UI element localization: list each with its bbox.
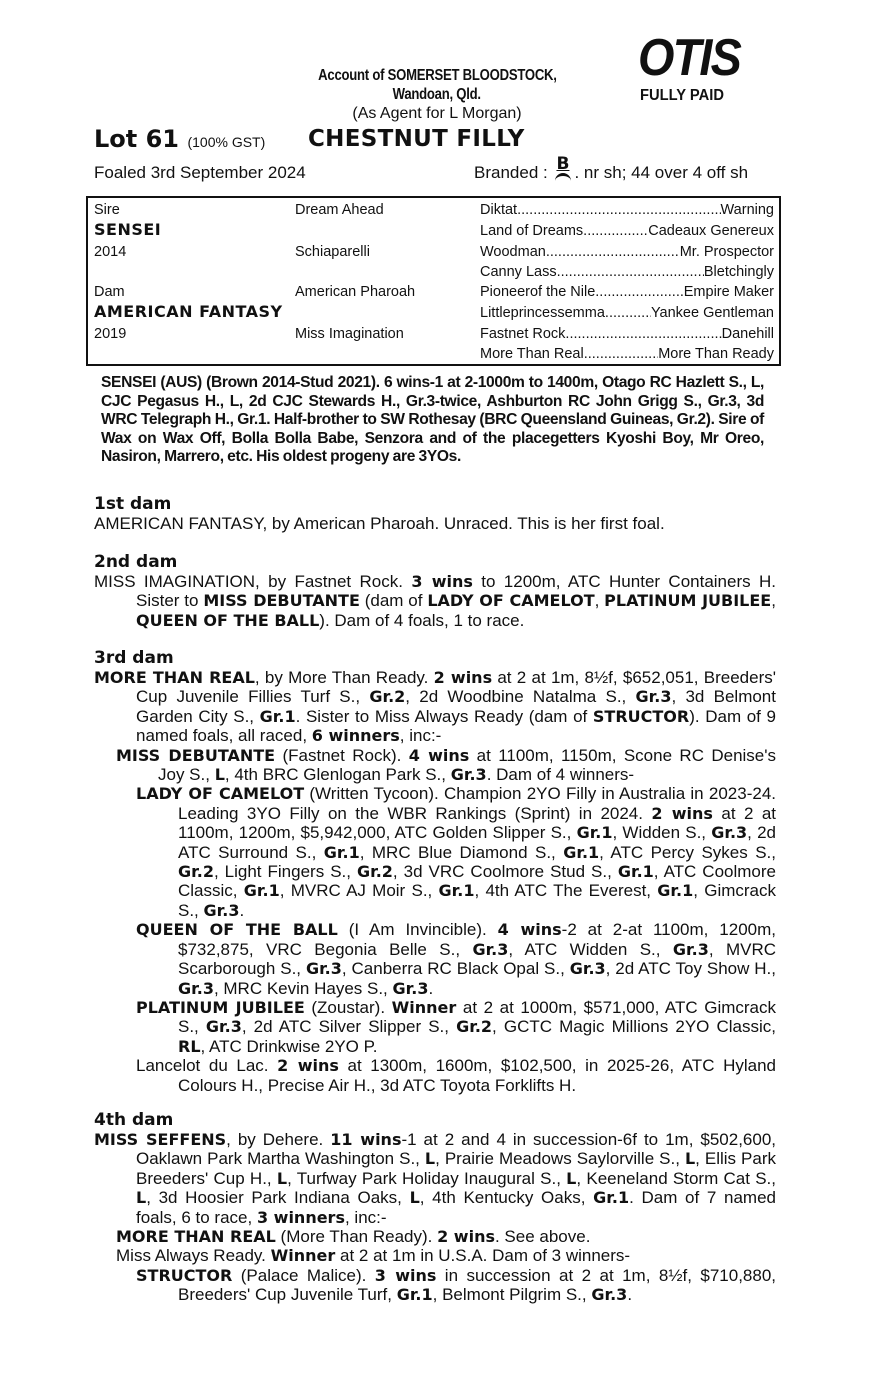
text-run: . xyxy=(428,978,434,998)
text-run: , 2d ATC Surround S., xyxy=(178,823,776,862)
foaled-date: Foaled 3rd September 2024 xyxy=(94,163,306,182)
text-run: (Zoustar). xyxy=(304,997,392,1017)
text-run: , Light Fingers S., xyxy=(213,862,357,882)
bold-highlight: LADY OF CAMELOT xyxy=(136,784,305,804)
bold-highlight: L xyxy=(684,1149,696,1169)
text-run: ). Dam of 4 foals, 1 to race. xyxy=(319,610,525,630)
text-run: . xyxy=(627,1285,633,1305)
bold-highlight: Gr.2 xyxy=(178,862,214,882)
text-run: ). Dam of 9 named foals, all raced, xyxy=(136,706,776,746)
text-run: to 1200m, ATC Hunter Containers H. Sister to xyxy=(136,572,776,611)
sire-sire: Dream Ahead xyxy=(295,202,384,218)
text-run: (Fastnet Rock). xyxy=(275,745,409,765)
family-entry xyxy=(94,1246,776,1265)
text-run: at 2 at 1m in U.S.A. Dam of 3 winners- xyxy=(335,1246,631,1266)
bold-highlight: MORE THAN REAL xyxy=(94,668,255,687)
text-run: , ATC Widden S., xyxy=(508,939,673,959)
bold-highlight: Gr.1 xyxy=(259,706,296,726)
text-run: , inc:- xyxy=(344,1207,387,1227)
text-run: , Ellis Park Breeders' Cup H., xyxy=(136,1149,776,1188)
text-run: . xyxy=(239,900,245,920)
text-run: at 2 at 1000m, $571,000, ATC Gimcrack S., xyxy=(178,997,777,1037)
text-run: (dam of xyxy=(359,591,428,611)
bold-highlight: Gr.3 xyxy=(203,900,240,920)
bold-highlight: Gr.3 xyxy=(635,687,672,707)
brand-mark-icon xyxy=(553,154,573,183)
text-run: (More Than Ready). xyxy=(275,1227,438,1247)
bold-highlight: Gr.1 xyxy=(438,881,475,901)
lot-number xyxy=(94,124,265,154)
bold-highlight: Gr.1 xyxy=(243,881,280,901)
bold-highlight: Gr.3 xyxy=(591,1285,628,1305)
lot-label: Lot 61 xyxy=(94,125,180,153)
sire-year: 2014 xyxy=(94,244,127,260)
third-dam-section xyxy=(94,649,776,1095)
first-dam-text: AMERICAN FANTASY, by American Pharoah. Unraced. This is her first foal. xyxy=(94,514,665,533)
bold-highlight: Gr.2 xyxy=(456,1017,493,1037)
fourth-dam-section xyxy=(94,1111,776,1305)
dam-label: Dam xyxy=(94,284,125,300)
text-run: at 1300m, 1600m, $102,500, in 2025-26, ATC Hyland Colours H., Precise Air H., 3d ATC Toyota Forklifts H. xyxy=(178,1056,776,1095)
bold-highlight: 6 winners xyxy=(311,726,400,746)
bold-highlight: 4 wins xyxy=(408,745,470,765)
sire-name: SENSEI xyxy=(94,220,162,239)
text-run: , xyxy=(594,591,605,611)
text-run: , Canberra RC Black Opal S., xyxy=(341,959,570,979)
family-entry xyxy=(94,998,776,1056)
vendor-agent: (As Agent for L Morgan) xyxy=(352,105,522,122)
text-run: , 4th BRC Glenlogan Park S., xyxy=(224,765,451,785)
bold-highlight: 3 wins xyxy=(374,1265,437,1285)
bold-highlight: Gr.3 xyxy=(450,765,487,785)
first-dam-section xyxy=(94,495,776,533)
grandparent-row: Pioneerof the Nile ..... Empire Maker xyxy=(480,282,774,302)
dam-year: 2019 xyxy=(94,326,127,342)
bold-highlight: 3 winners xyxy=(256,1207,345,1227)
text-run: in succession at 2 at 1m, 8½f, $710,880, Breeders' Cup Juvenile Turf, xyxy=(178,1265,776,1305)
text-run: , Gimcrack S., xyxy=(178,881,776,920)
bold-highlight: PLATINUM JUBILEE xyxy=(604,591,772,611)
fully-paid-label: FULLY PAID xyxy=(640,87,724,104)
bold-highlight: 2 wins xyxy=(651,803,713,823)
text-run: , ATC Drinkwise 2YO P. xyxy=(200,1036,378,1056)
text-run: , MVRC Scarborough S., xyxy=(178,939,777,979)
sire-summary: SENSEI (AUS) (Brown 2014-Stud 2021). 6 wins-1 at 2-1000m to 1400m, Otago RC Hazlett S., L, CJC Pegasus H., L, 2d CJC Stewards H., Gr.3-twice, Ashburton RC John Grigg S., Gr.3, 3d WRC Telegraph H., Gr.1. Half-brother to SW Rothesay (BRC Queensland Guineas, Gr.2). Sire of Wax on Wax Off, Bolla Bolla Babe, Senzora and of the placegetters Kyoshi Boy, Mr Oreo, Nasiron, Marrero, etc. His oldest progeny are 3YOs. xyxy=(101,374,764,465)
dam-dam: Miss Imagination xyxy=(295,326,404,342)
family-entry xyxy=(94,1266,776,1305)
text-run: , by More Than Ready. xyxy=(254,668,434,687)
text-run: , 2d ATC Toy Show H., xyxy=(605,959,776,979)
text-run: , 3d VRC Coolmore Stud S., xyxy=(392,862,618,882)
bold-highlight: 3 wins xyxy=(411,572,473,591)
section-heading: 1st dam xyxy=(94,494,172,514)
family-entry xyxy=(94,1056,776,1095)
text-run: at 2 at 1m, 8½f, $652,051, Breeders' Cup Juvenile Fillies Turf S., xyxy=(136,668,776,707)
text-run: , 3d Hoosier Park Indiana Oaks, xyxy=(146,1188,410,1208)
text-run: , Widden S., xyxy=(612,823,712,843)
text-run: , MRC Kevin Hayes S., xyxy=(213,978,393,998)
dam-name: AMERICAN FANTASY xyxy=(94,302,283,321)
bold-highlight: Gr.1 xyxy=(593,1188,630,1208)
text-run: , MRC Blue Diamond S., xyxy=(359,842,564,862)
bold-highlight: MISS SEFFENS xyxy=(94,1130,227,1149)
bold-highlight: MISS DEBUTANTE xyxy=(203,591,360,611)
vendor-account xyxy=(250,66,624,104)
otis-logo-icon: OTIS xyxy=(638,29,741,87)
text-run: , by Dehere. xyxy=(226,1130,331,1149)
bold-highlight: Gr.3 xyxy=(472,939,509,959)
text-run: . Dam of 7 named foals, 6 to race, xyxy=(136,1188,776,1227)
text-run: MISS IMAGINATION, by Fastnet Rock. xyxy=(94,572,412,591)
text-run: , xyxy=(771,591,776,611)
bold-highlight: Gr.1 xyxy=(576,823,613,843)
section-heading: 4th dam xyxy=(94,1110,174,1130)
bold-highlight: L xyxy=(214,765,225,785)
bold-highlight: Gr.1 xyxy=(657,881,694,901)
text-run: . Dam of 4 winners- xyxy=(486,765,635,785)
bold-highlight: Gr.1 xyxy=(323,842,360,862)
bold-highlight: MORE THAN REAL xyxy=(116,1227,276,1247)
branded-label: Branded : xyxy=(474,163,548,182)
vendor-account-line2: Wandoan, Qld. xyxy=(392,86,482,103)
bold-highlight: STRUCTOR xyxy=(592,706,690,726)
bold-highlight: STRUCTOR xyxy=(136,1265,233,1285)
text-run: -2 at 2-at 1100m, 1200m, $732,875, VRC Begonia Belle S., xyxy=(178,920,776,959)
bold-highlight: PLATINUM JUBILEE xyxy=(136,997,305,1017)
family-entry xyxy=(94,668,776,746)
bold-highlight: Winner xyxy=(270,1246,336,1266)
bold-highlight: LADY OF CAMELOT xyxy=(427,591,595,611)
text-run: , inc:- xyxy=(399,726,442,746)
text-run: , Prairie Meadows Saylorville S., xyxy=(435,1149,685,1169)
bold-highlight: Gr.3 xyxy=(711,823,748,843)
text-run: (I Am Invincible). xyxy=(337,920,498,940)
third-dam-entries xyxy=(94,668,776,1095)
text-run: , 2d ATC Silver Slipper S., xyxy=(241,1017,457,1037)
bold-highlight: 2 wins xyxy=(433,668,493,687)
bold-highlight: L xyxy=(424,1149,436,1169)
bold-highlight: 11 wins xyxy=(330,1130,402,1149)
branded-details: . nr sh; 44 over 4 off sh xyxy=(574,163,749,182)
bold-highlight: Gr.3 xyxy=(392,978,429,998)
text-run: , MVRC AJ Moir S., xyxy=(279,881,439,901)
text-run: , Belmont Pilgrim S., xyxy=(432,1285,592,1305)
family-entry xyxy=(94,784,776,920)
vendor-account-line1: Account of SOMERSET BLOODSTOCK, xyxy=(317,67,557,84)
grandparent-row: Land of Dreams ..... Cadeaux Genereux xyxy=(480,221,774,241)
brand-arc-icon xyxy=(555,173,571,184)
bold-highlight: Gr.1 xyxy=(617,862,654,882)
bold-highlight: QUEEN OF THE BALL xyxy=(136,610,320,630)
section-heading: 2nd dam xyxy=(94,552,178,572)
text-run: at 2 at 1100m, 1200m, $5,942,000, ATC Golden Slipper S., xyxy=(178,803,777,843)
text-run: , 2d Woodbine Natalma S., xyxy=(405,687,636,707)
bold-highlight: 2 wins xyxy=(437,1227,495,1247)
section-heading: 3rd dam xyxy=(94,648,174,668)
text-run: , Keeneland Storm Cat S., xyxy=(576,1168,776,1188)
text-run: . Sister to Miss Always Ready (dam of xyxy=(295,706,593,726)
text-run: (Palace Malice). xyxy=(232,1265,375,1285)
text-run: , 3d Belmont Garden City S., xyxy=(136,687,776,726)
bold-highlight: Gr.3 xyxy=(205,1017,242,1037)
bold-highlight: Gr.2 xyxy=(356,862,393,882)
bold-highlight: Gr.3 xyxy=(178,978,214,998)
sire-dam: Schiaparelli xyxy=(295,244,370,260)
text-run: , ATC Percy Sykes S., xyxy=(599,842,776,862)
second-dam-section xyxy=(94,553,776,630)
sire-label: Sire xyxy=(94,202,120,218)
family-entry xyxy=(94,1227,776,1246)
grandparent-row: Diktat ..... Warning xyxy=(480,200,774,220)
pedigree-table xyxy=(86,196,781,366)
family-entry xyxy=(94,746,776,785)
text-run: at 1100m, 1150m, Scone RC Denise's Joy S., xyxy=(158,745,777,785)
bold-highlight: MISS DEBUTANTE xyxy=(116,745,276,765)
text-run: . See above. xyxy=(494,1227,591,1247)
bold-highlight: L xyxy=(276,1168,288,1188)
bold-highlight: L xyxy=(409,1188,420,1208)
grandparent-row: Canny Lass ..... Bletchingly xyxy=(480,262,774,282)
bold-highlight: QUEEN OF THE BALL xyxy=(136,920,338,940)
otis-fully-paid-logo xyxy=(638,29,748,106)
bold-highlight: Gr.1 xyxy=(396,1285,433,1305)
bold-highlight: Gr.3 xyxy=(569,959,606,979)
gst-label: (100% GST) xyxy=(187,134,266,150)
family-entry xyxy=(94,1130,776,1227)
grandparent-row: More Than Real ..... More Than Ready xyxy=(480,344,774,364)
text-run: , 4th Kentucky Oaks, xyxy=(419,1188,594,1208)
brand-letter: B xyxy=(556,154,570,174)
bold-highlight: Gr.3 xyxy=(672,939,709,959)
bold-highlight: 2 wins xyxy=(277,1056,339,1076)
text-run: , ATC Coolmore Classic, xyxy=(178,862,776,901)
bold-highlight: Gr.3 xyxy=(305,959,342,979)
fourth-dam-entries xyxy=(94,1130,776,1305)
text-run: , Turfway Park Holiday Inaugural S., xyxy=(287,1168,567,1188)
second-dam-text xyxy=(94,572,776,630)
grandparent-row: Littleprincessemma ..... Yankee Gentleman xyxy=(480,303,774,323)
text-run: -1 at 2 and 4 in succession-6f to 1m, $502,600, Oaklawn Park Martha Washington S., xyxy=(136,1130,777,1169)
bold-highlight: Winner xyxy=(391,997,457,1017)
dam-sire: American Pharoah xyxy=(295,284,416,300)
text-run: , GCTC Magic Millions 2YO Classic, xyxy=(492,1017,776,1037)
bold-highlight: Gr.1 xyxy=(563,842,600,862)
grandparent-row: Fastnet Rock ..... Danehill xyxy=(480,324,774,344)
bold-highlight: L xyxy=(566,1168,577,1188)
grandparent-row: Woodman ..... Mr. Prospector xyxy=(480,242,774,262)
text-run: , 4th ATC The Everest, xyxy=(474,881,658,901)
bold-highlight: 4 wins xyxy=(497,920,562,940)
brand-description xyxy=(474,154,749,183)
bold-highlight: Gr.2 xyxy=(369,687,406,707)
bold-highlight: RL xyxy=(178,1036,201,1056)
page-title: CHESTNUT FILLY xyxy=(308,126,525,152)
text-run: Miss Always Ready. xyxy=(116,1246,271,1266)
text-run: Lancelot du Lac. xyxy=(136,1056,278,1076)
bold-highlight: L xyxy=(136,1188,147,1208)
text-run: (Written Tycoon). Champion 2YO Filly in Australia in 2023-24. Leading 3YO Filly on the WBR Rankings (Sprint) in 2024. xyxy=(178,784,776,823)
family-entry xyxy=(94,920,776,998)
